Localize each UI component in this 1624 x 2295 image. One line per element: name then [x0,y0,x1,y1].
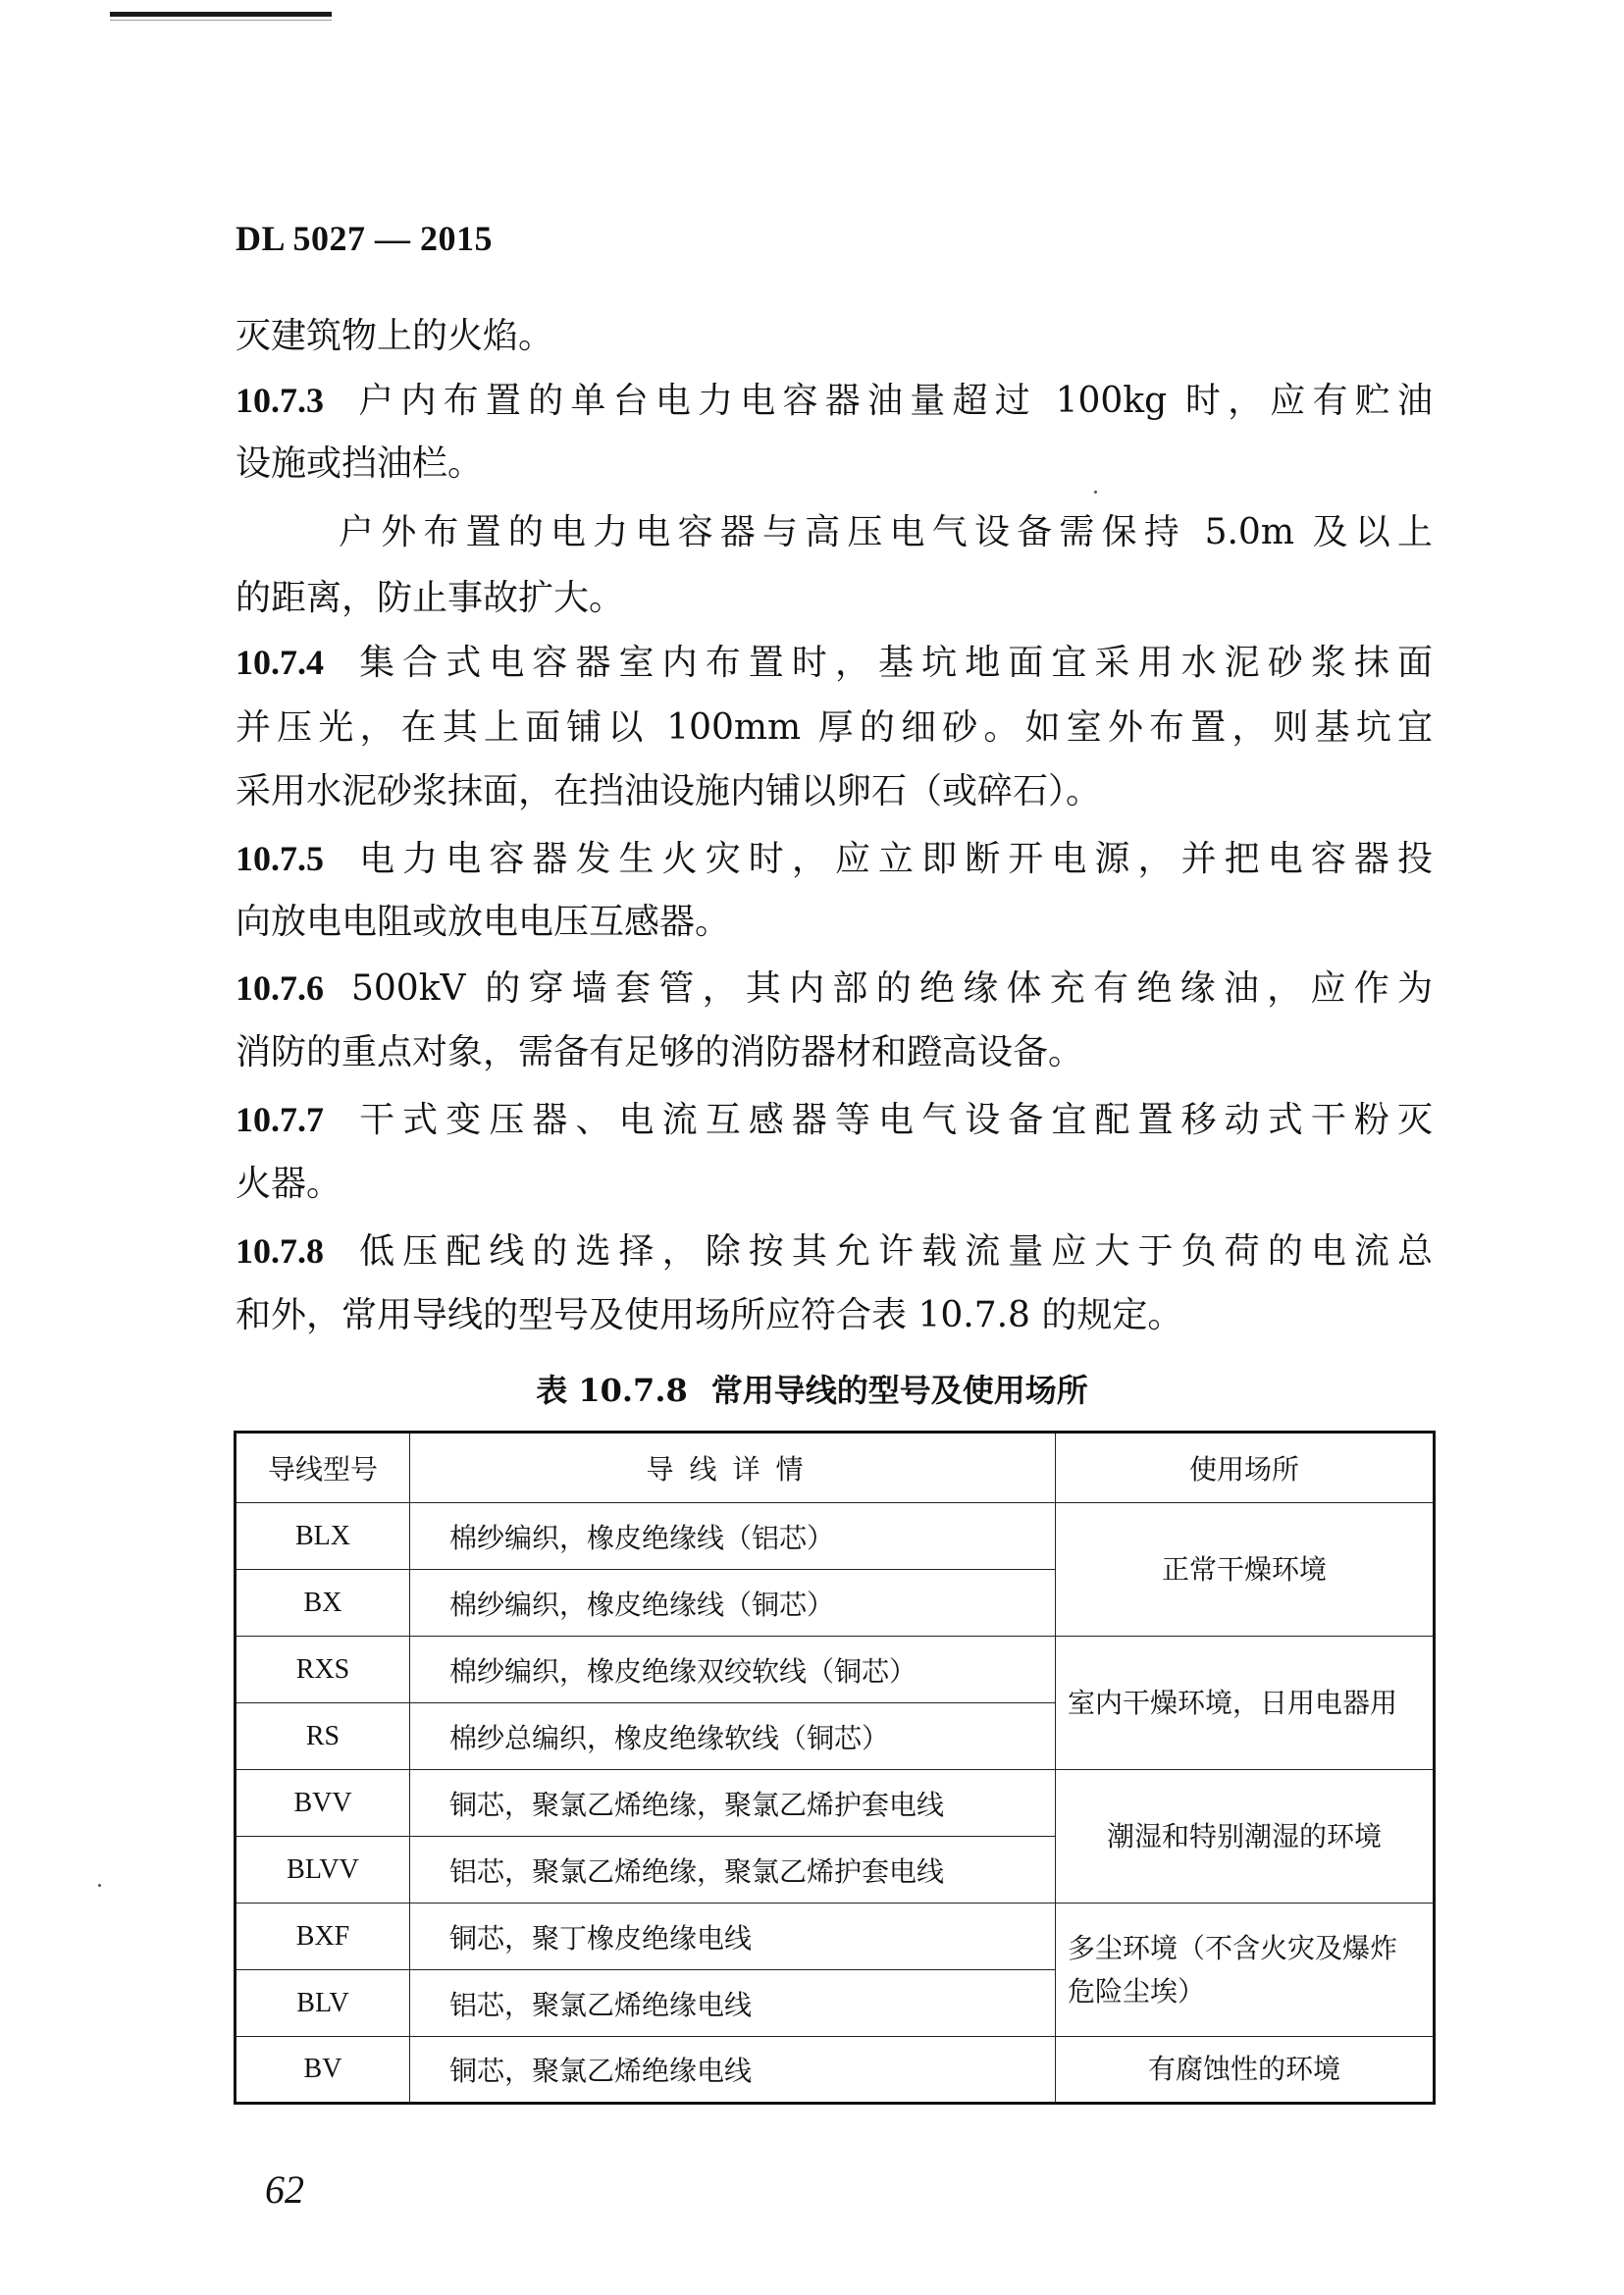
body-line: 500kV 的穿墙套管，其内部的绝缘体充有绝缘油，应作为 [351,968,1433,1009]
wire-model: RS [236,1703,410,1770]
wire-model: RXS [236,1637,410,1703]
header-detail: 导线详情 [410,1433,1056,1503]
body-line: 和外，常用导线的型号及使用场所应符合表 10.7.8 的规定。 [236,1295,1183,1335]
wire-detail: 铝芯，聚氯乙烯绝缘，聚氯乙烯护套电线 [410,1837,1056,1904]
wire-model: BLX [236,1503,410,1570]
clause-10-7-3 [236,376,1433,426]
body-line: 采用水泥砂浆抹面，在挡油设施内铺以卵石（或碎石）。 [236,771,1102,811]
clause-10-7-7 [236,1095,1433,1145]
wire-detail: 棉纱编织，橡皮绝缘线（铜芯） [410,1570,1056,1637]
table-row [236,1637,1435,1703]
body-line: 集合式电容器室内布置时，基坑地面宜采用水泥砂浆抹面 [351,643,1433,683]
standard-code: DL 5027 — 2015 [236,219,494,258]
wire-detail: 棉纱编织，橡皮绝缘线（铝芯） [410,1503,1056,1570]
clause-number: 10.7.4 [236,643,324,682]
table-row [236,1770,1435,1837]
body-line: 消防的重点对象，需备有足够的消防器材和蹬高设备。 [236,1032,1084,1072]
wire-model: BXF [236,1904,410,1970]
table-row [236,1904,1435,1970]
body-line: 向放电电阻或放电电压互感器。 [236,902,731,942]
wire-detail: 铜芯，聚丁橡皮绝缘电线 [410,1904,1056,1970]
top-rule [110,12,332,17]
header-environment: 使用场所 [1056,1433,1435,1503]
wire-detail: 棉纱编织，橡皮绝缘双绞软线（铜芯） [410,1637,1056,1703]
clause-number: 10.7.5 [236,839,324,878]
header-model: 导线型号 [236,1433,410,1503]
body-line: 干式变压器、电流互感器等电气设备宜配置移动式干粉灭 [351,1100,1433,1140]
usage-environment: 潮湿和特别潮湿的环境 [1056,1770,1435,1904]
wire-model: BVV [236,1770,410,1837]
table-row [236,2037,1435,2104]
wire-detail: 棉纱总编织，橡皮绝缘软线（铜芯） [410,1703,1056,1770]
clause-number: 10.7.8 [236,1231,324,1271]
wire-type-table [234,1431,1436,2105]
body-line: 户内布置的单台电力电容器油量超过 100kg 时，应有贮油 [351,381,1433,421]
wire-model: BLV [236,1970,410,2037]
wire-model: BV [236,2037,410,2104]
wire-detail: 铜芯，聚氯乙烯绝缘电线 [410,2037,1056,2104]
wire-detail: 铜芯，聚氯乙烯绝缘，聚氯乙烯护套电线 [410,1770,1056,1837]
clause-10-7-4 [236,638,1433,688]
top-rule-thin [110,20,332,21]
table-number: 表 10.7.8 [536,1372,688,1409]
clause-10-7-6 [236,964,1433,1014]
wire-model: BX [236,1570,410,1637]
clause-10-7-5 [236,834,1433,884]
body-line: 的距离，防止事故扩大。 [236,578,625,618]
usage-environment: 室内干燥环境，日用电器用 [1056,1637,1435,1770]
usage-environment: 正常干燥环境 [1056,1503,1435,1637]
usage-environment: 有腐蚀性的环境 [1056,2037,1435,2104]
scan-speck [1094,491,1097,494]
table-row [236,1503,1435,1570]
table-caption [0,1366,1624,1411]
clause-number: 10.7.3 [236,381,324,420]
scan-speck [98,1884,101,1887]
body-line: 电力电容器发生火灾时，应立即断开电源，并把电容器投 [351,839,1433,879]
body-line: 火器。 [236,1164,342,1204]
clause-10-7-8 [236,1226,1433,1277]
usage-environment: 多尘环境（不含火灾及爆炸危险尘埃） [1056,1904,1435,2037]
page-number: 62 [265,2167,304,2212]
body-line: 低压配线的选择，除按其允许载流量应大于负荷的电流总 [351,1231,1433,1272]
wire-detail: 铝芯，聚氯乙烯绝缘电线 [410,1970,1056,2037]
clause-number: 10.7.7 [236,1100,324,1139]
body-line: 并压光，在其上面铺以 100mm 厚的细砂。如室外布置，则基坑宜 [236,707,1433,748]
clause-number: 10.7.6 [236,968,324,1008]
body-line: 户外布置的电力电容器与高压电气设备需保持 5.0m 及以上 [339,512,1433,552]
table-title: 常用导线的型号及使用场所 [710,1372,1088,1409]
body-line: 灭建筑物上的火焰。 [236,316,554,356]
table-header-row [236,1433,1435,1503]
wire-model: BLVV [236,1837,410,1904]
body-line: 设施或挡油栏。 [236,443,484,484]
